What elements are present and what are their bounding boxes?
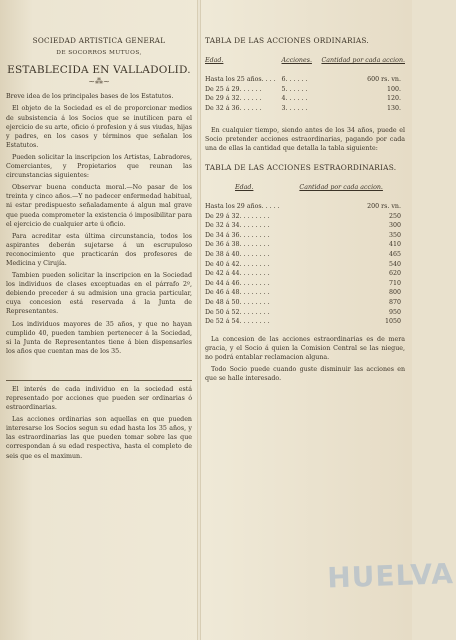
table-row: [205, 221, 405, 231]
paragraph-ages: Los individuos mayores de 35 años, y que no hayan cumplido 40, pueden tambien pertenecer á la Sociedad, si la Junta de Representantes tiene á bien dispensarles los años que cuentan mas de los 35.: [6, 320, 192, 355]
table-row: [205, 75, 405, 85]
table1-header-shares: Acciones.: [281, 57, 312, 65]
table-row: [205, 317, 405, 327]
table-row: [205, 104, 405, 114]
row-shares: 5. . . . . .: [281, 85, 308, 93]
table-row: [205, 240, 405, 250]
table1-title: TABLA DE LAS ACCIONES ORDINARIAS.: [205, 36, 369, 45]
row-amount: 1050: [384, 318, 401, 326]
table-row: [205, 250, 405, 260]
row-age: Hasta los 29 años. . . . .: [205, 203, 280, 211]
paragraph-interest: El interés de cada individuo en la sociedad está representado por acciones que pueden ser ordinarias ó estraordinarias.: [6, 385, 192, 412]
row-age: De 29 á 32. . . . . . . .: [205, 212, 270, 220]
row-amount: 710: [388, 279, 401, 287]
table-row: [205, 202, 405, 212]
paragraph-ordinary: Las acciones ordinarias son aquellas en que pueden interesarse los Socios segun su edad hasta los 35 años, y las estraordinarias las que pueden tomar sobre las que correspondan á su edad respectiva, hasta el completo de seis que es el maximun.: [6, 416, 192, 460]
row-amount: 540: [388, 260, 401, 268]
paragraph-intro: Breve idea de los principales bases de los Estatutos.: [6, 93, 174, 101]
row-age: De 32 á 34. . . . . . . .: [205, 222, 270, 230]
table-row: [205, 279, 405, 289]
row-age: De 32 á 36. . . . . .: [205, 104, 262, 112]
page-fold: [197, 0, 201, 640]
right-column: [205, 28, 405, 386]
row-amount: 465: [388, 251, 401, 258]
table-row: [205, 260, 405, 270]
ordinary-shares-table: [205, 55, 405, 113]
row-amount: 250: [388, 212, 401, 220]
table-row: [205, 94, 405, 104]
row-amount: 620: [388, 270, 401, 278]
row-age: De 25 á 29. . . . . .: [205, 85, 262, 93]
stamp-text: HUELVA: [326, 557, 455, 595]
table-row: [205, 212, 405, 222]
row-amount: 950: [388, 308, 401, 316]
left-column: [6, 28, 192, 464]
row-shares: 4. . . . . .: [281, 95, 308, 103]
table-row: [205, 85, 405, 95]
library-stamp-watermark: [326, 557, 455, 639]
row-age: De 29 á 32. . . . . .: [205, 95, 262, 103]
paragraph-reduce: Todo Socio puede cuando guste disminuir las acciones en que se halle interesado.: [205, 366, 405, 383]
row-amount: 410: [388, 241, 401, 249]
paragraph-extra-shares: En cualquier tiempo, siendo antes de los 34 años, puede el Socio pretender acciones estraordinarias, pagando por cada una de ellas la cantidad que detalla la tabla siguiente:: [205, 126, 405, 152]
row-amount: 870: [388, 298, 401, 306]
society-subtitle: DE SOCORROS MUTUOS,: [56, 50, 142, 57]
table2-header-amount: Cantidad por cada accion.: [299, 183, 383, 191]
paragraph-conditions: Observar buena conducta moral.—No pasar de los treinta y cinco años.—Y no padecer enfermedad habitual, ni estar predispuesto señaladamente á algun mal grave que pueda comprometer la existencia ó imposibilitar para el ejercicio de cualquier arte ú oficio.: [6, 184, 192, 228]
row-age: De 46 á 48. . . . . . . .: [205, 289, 270, 297]
row-age: De 50 á 52. . . . . . . .: [205, 308, 270, 316]
paragraph-inscription: Pueden solicitar la inscripcion los Artistas, Labradores, Comerciantes, y Propietarios que reunan las circunstancias siguientes:: [6, 153, 192, 180]
table2-body: [205, 202, 405, 327]
row-amount: 350: [388, 231, 401, 239]
row-age: De 38 á 40. . . . . . . .: [205, 251, 270, 258]
row-age: Hasta los 25 años. . . .: [205, 76, 276, 84]
row-shares: 3. . . . . .: [281, 104, 308, 112]
table-row: [205, 231, 405, 241]
ornament: ~⁂~: [88, 77, 110, 87]
row-amount: 100.: [386, 85, 401, 93]
table2-header-age: Edad.: [235, 183, 254, 191]
row-amount: 600 rs. vn.: [367, 76, 401, 84]
table-row: [205, 269, 405, 279]
row-age: De 44 á 46. . . . . . . .: [205, 279, 270, 287]
table2-title: TABLA DE LAS ACCIONES ESTRAORDINARIAS.: [205, 162, 397, 172]
society-title: SOCIEDAD ARTISTICA GENERAL: [32, 36, 166, 45]
row-amount: 200 rs. vn.: [367, 203, 401, 211]
row-age: De 48 á 50. . . . . . . .: [205, 298, 270, 306]
paragraph-concession: La concesion de las acciones estraordinarias es de mera gracia, y el Socio á quien la Comision Central se las niegue, no podrá entablar reclamacion alguna.: [205, 335, 405, 361]
row-amount: 300: [388, 222, 401, 230]
table1-header-amount: Cantidad por cada accion.: [321, 57, 405, 65]
row-age: De 42 á 44. . . . . . . .: [205, 270, 270, 278]
row-amount: 130.: [386, 104, 401, 112]
table-row: [205, 298, 405, 308]
paragraph-medical: Para acreditar esta última circunstancia, todos los aspirantes deberán sujetarse á un escrupuloso reconocimiento que practicarán dos profesores de Medicina y Cirujía.: [6, 232, 192, 267]
paragraph-object: El objeto de la Sociedad es el de proporcionar medios de subsistencia á los Socios que se inutilicen para el ejercicio de su arte, oficio ó profesion y á sus viudas, hijas y padres, en los casos y términos que señalan los Estatutos.: [6, 105, 192, 149]
row-age: De 36 á 38. . . . . . . .: [205, 241, 270, 249]
row-shares: 6. . . . . .: [281, 76, 308, 84]
divider: [6, 380, 192, 381]
row-age: De 40 á 42. . . . . . . .: [205, 260, 270, 268]
row-amount: 120.: [386, 95, 401, 103]
table-row: [205, 308, 405, 318]
extraordinary-shares-table: [205, 182, 405, 327]
table-row: [205, 288, 405, 298]
row-age: De 34 á 36. . . . . . . .: [205, 231, 270, 239]
row-amount: 800: [388, 289, 401, 297]
table1-header-age: Edad.: [205, 57, 224, 65]
paragraph-exceptions: Tambien pueden solicitar la inscripcion en la Sociedad los individuos de clases exceptuadas en el párrafo 2º, debiendo preceder á su admision una gracia particular, cuya concesion está reservada á la Junta de Representantes.: [6, 272, 192, 316]
society-heading: ESTABLECIDA EN VALLADOLID.: [7, 64, 191, 77]
row-age: De 52 á 54. . . . . . . .: [205, 318, 270, 326]
